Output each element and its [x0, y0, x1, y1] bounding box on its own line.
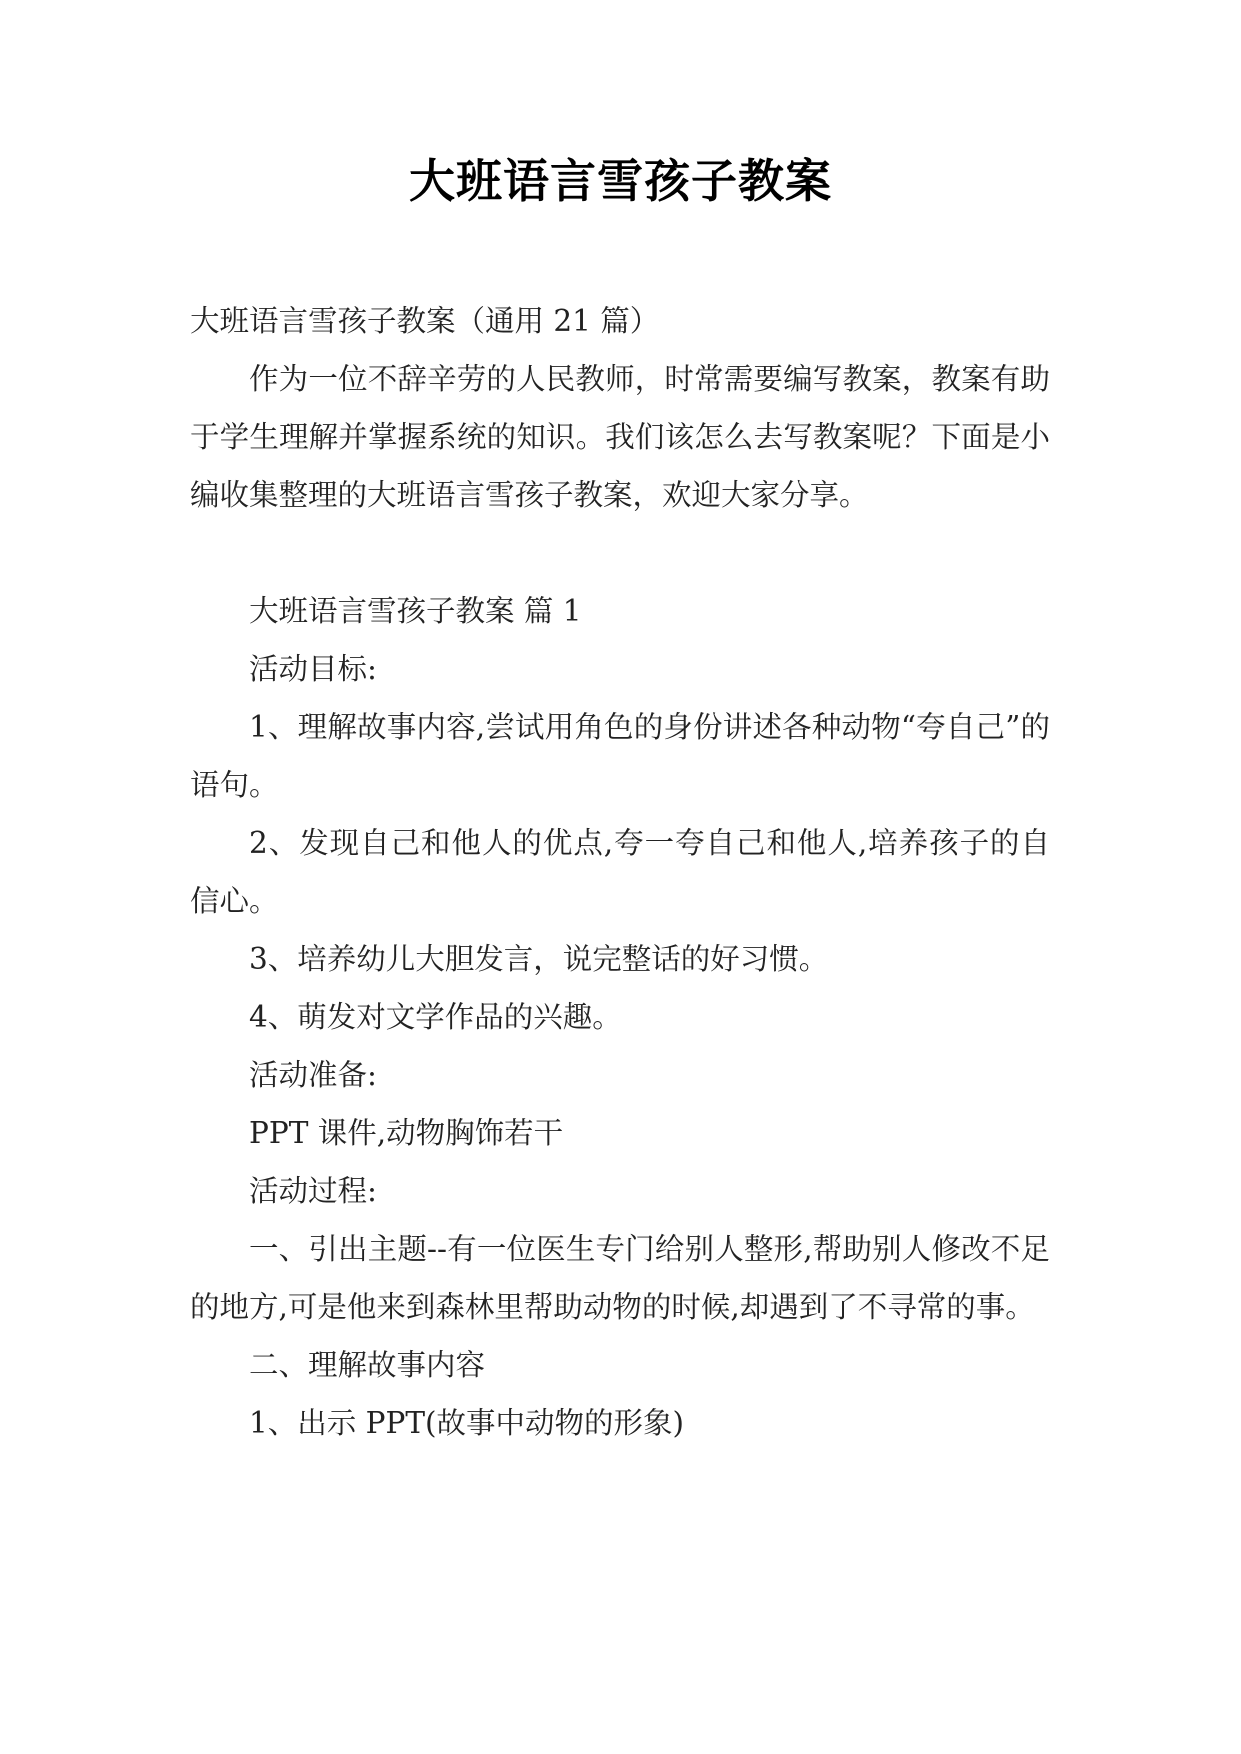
activity-prep-label: 活动准备: [249, 1058, 377, 1092]
document-title: 大班语言雪孩子教案 [409, 154, 832, 208]
activity-prep-content: PPT 课件,动物胸饰若干 [249, 1116, 564, 1150]
activity-goals-label: 活动目标: [249, 652, 377, 686]
intro-paragraph: 作为一位不辞辛劳的人民教师，时常需要编写教案，教案有助于学生理解并掌握系统的知识。我们该怎么去写教案呢？下面是小编收集整理的大班语言雪孩子教案，欢迎大家分享。 [190, 362, 1050, 512]
process-step-1: 一、引出主题--有一位医生专门给别人整形,帮助别人修改不足的地方,可是他来到森林里帮助动物的时候,却遇到了不寻常的事。 [190, 1232, 1050, 1324]
process-substep-1: 1、出示 PPT(故事中动物的形象) [249, 1406, 685, 1440]
goal-item-4: 4、萌发对文学作品的兴趣。 [249, 1000, 622, 1034]
process-step-2: 二、理解故事内容 [249, 1348, 486, 1382]
goal-item-1: 1、理解故事内容,尝试用角色的身份讲述各种动物“夸自己”的语句。 [190, 710, 1050, 802]
paragraph-spacer [190, 524, 1050, 582]
activity-process-label: 活动过程: [249, 1174, 377, 1208]
subtitle-paragraph: 大班语言雪孩子教案（通用 21 篇） [190, 304, 660, 338]
section-heading: 大班语言雪孩子教案 篇 1 [249, 594, 582, 628]
goal-item-3: 3、培养幼儿大胆发言，说完整话的好习惯。 [249, 942, 829, 976]
goal-item-2: 2、发现自己和他人的优点,夸一夸自己和他人,培养孩子的自信心。 [190, 826, 1050, 918]
document-body [190, 292, 1050, 1452]
